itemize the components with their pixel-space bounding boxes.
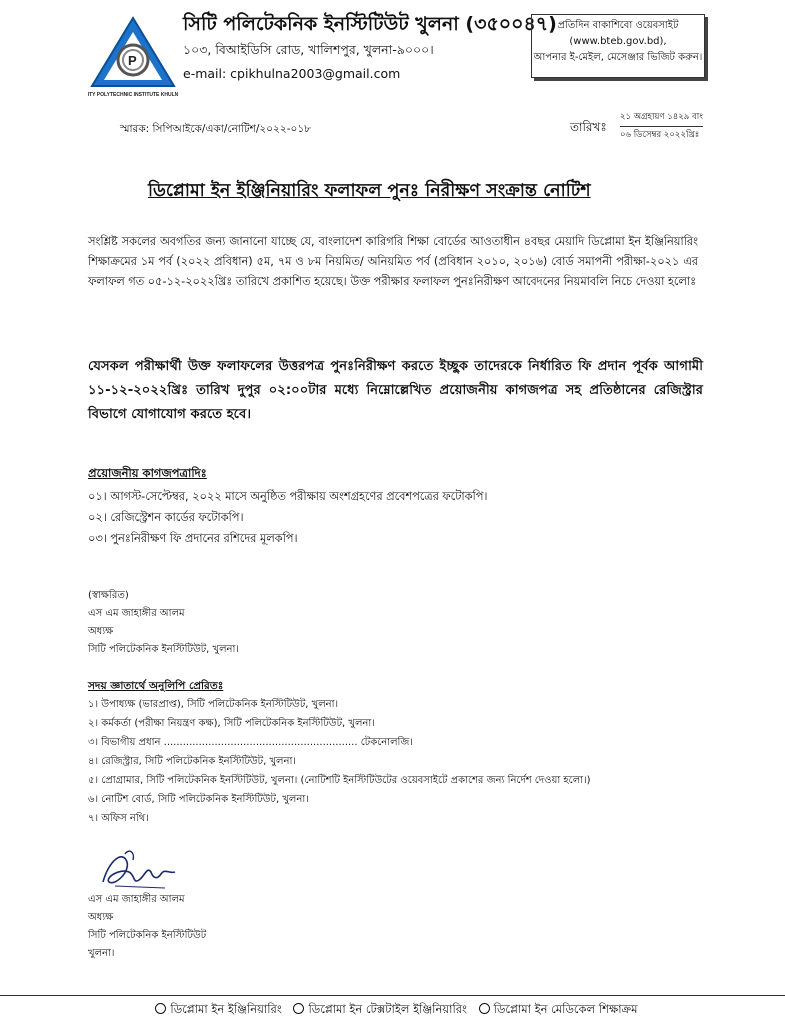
copy-item: ৬। নোটিশ বোর্ড, সিটি পলিটেকনিক ইনস্টিটিউট, খুলনা। (88, 794, 309, 805)
date-english: ০৬ ডিসেম্বর ২০২২খ্রিঃ (620, 130, 700, 140)
footer-divider (0, 995, 785, 996)
website-notice-box (531, 14, 705, 78)
copy-item: ৩। বিভাগীয় প্রধান ............................................................. টেকনোলজি। (88, 737, 413, 748)
footer-program: ডিপ্লোমা ইন টেক্সটাইল ইঞ্জিনিয়ারিং (308, 1002, 468, 1016)
document-item: ০২। রেজিস্ট্রেশন কার্ডের ফটোকপি। (88, 511, 244, 524)
document-item: ০৩। পুনঃনিরীক্ষণ ফি প্রদানের রশিদের মূলকপি। (88, 532, 298, 545)
memo-reference: স্মারক: সিপিআইকে/একা/নোটিশ/২০২২-০১৮ (120, 123, 311, 135)
signatory-designation: অধ্যক্ষ (88, 626, 114, 637)
signed-marker: (স্বাক্ষরিত) (88, 590, 129, 601)
institute-email: e-mail: cpikhulna2003@gmail.com (183, 66, 401, 81)
notice-intro: সংশ্লিষ্ট সকলের অবগতির জন্য জানানো যাচ্ছে যে, বাংলাদেশ কারিগরি শিক্ষা বোর্ডের আওতাধীন ৪বছর মেয়াদি ডিপ্লোমা ইন ইঞ্জিনিয়ারিং শিক্ষাক্রমের ১ম পর্ব (২০২২ প্রবিধান) ৫ম, ৭ম ও ৮ম নিয়মিত/ অনিয়মিত পর্ব (প্রবিধান ২০১০, ২০১৬) বোর্ড সমাপনী পরীক্ষা-২০২১ এর ফলাফল গত ০৫-১২-২০২২খ্রিঃ তারিখে প্রকাশিত হয়েছে। উক্ত পরীক্ষার ফলাফল পুনঃনিরীক্ষণ আবেদনের নিয়মাবলি নিচে দেওয়া হলোঃ (88, 235, 698, 288)
circle-bullet-icon (479, 1003, 490, 1014)
logo-caption: CITY POLYTECHNIC INSTITUTE KHULNA (88, 92, 178, 98)
copy-item: ৭। অফিস নথি। (88, 813, 149, 824)
signatory-city: খুলনা। (88, 948, 115, 959)
footer-program: ডিপ্লোমা ইন ইঞ্জিনিয়ারিং (170, 1002, 282, 1016)
website-line-2: (www.bteb.gov.bd), (569, 36, 667, 47)
website-line-1: প্রতিদিন বাকাশিবো ওয়েবসাইট (557, 20, 679, 31)
institute-address: ১০৩, বিআইডিসি রোড, খালিশপুর, খুলনা-৯০০০। (183, 42, 434, 57)
copy-item: ৪। রেজিস্ট্রার, সিটি পলিটেকনিক ইনস্টিটিউট, খুলনা। (88, 756, 296, 767)
date-bangla: ২১ অগ্রহায়ণ ১৪২৯ বাং (620, 110, 703, 127)
date-label: তারিখঃ (570, 120, 607, 134)
circle-bullet-icon (293, 1003, 304, 1014)
copy-item: ১। উপাধ্যক্ষ (ভারপ্রাপ্ত), সিটি পলিটেকনিক ইনস্টিটিউট, খুলনা। (88, 699, 339, 710)
document-item: ০১। আগস্ট-সেপ্টেম্বর, ২০২২ মাসে অনুষ্ঠিত পরীক্ষায় অংশগ্রহণের প্রবেশপত্রের ফটোকপি। (88, 490, 488, 503)
copy-item: ২। কর্মকর্তা (পরীক্ষা নিয়ন্ত্রণ কক্ষ), সিটি পলিটেকনিক ইনস্টিটিউট, খুলনা। (88, 718, 375, 729)
signatory-institute: সিটি পলিটেকনিক ইনস্টিটিউট (88, 930, 207, 941)
website-line-3: আপনার ই-মেইল, মেসেঞ্জার ভিজিট করুন। (533, 52, 703, 63)
footer-program: ডিপ্লোমা ইন মেডিকেল শিক্ষাক্রম (493, 1002, 638, 1016)
signatory-name: এস এম জাহাঙ্গীর আলম (88, 608, 185, 619)
footer-programs (0, 1001, 785, 1020)
institute-logo (88, 14, 178, 102)
handwritten-signature (95, 842, 185, 897)
institute-name: সিটি পলিটেকনিক ইনস্টিটিউট খুলনা (৩৫০০৪৭) (183, 13, 557, 35)
signatory-designation: অধ্যক্ষ (88, 912, 114, 923)
svg-text:P: P (128, 53, 137, 68)
notice-title: ডিপ্লোমা ইন ইঞ্জিনিয়ারিং ফলাফল পুনঃ নিরীক্ষণ সংক্রান্ত নোটিশ (148, 181, 591, 201)
copies-heading: সদয় জ্ঞাতার্থে অনুলিপি প্রেরিতঃ (88, 680, 224, 692)
copy-item: ৫। প্রোগ্রামার, সিটি পলিটেকনিক ইনস্টিটিউট, খুলনা। (নোটিশটি ইনস্টিটিউটের ওয়েবসাইটে প্রকাশের জন্য নির্দেশ দেওয়া হলো।) (88, 775, 591, 786)
signatory-name: এস এম জাহাঙ্গীর আলম (88, 894, 185, 905)
circle-bullet-icon (155, 1003, 166, 1014)
documents-heading: প্রয়োজনীয় কাগজপত্রাদিঃ (88, 466, 207, 480)
signatory-institute: সিটি পলিটেকনিক ইনস্টিটিউট, খুলনা। (88, 644, 239, 655)
notice-instruction: যেসকল পরীক্ষার্থী উক্ত ফলাফলের উত্তরপত্র পুনঃনিরীক্ষণ করতে ইচ্ছুক তাদেরকে নির্ধারিত ফি প্রদান পূর্বক আগামী ১১-১২-২০২২খ্রিঃ তারিখ দুপুর ০২:০০টার মধ্যে নিম্নোল্লেখিত প্রয়োজনীয় কাগজপত্র সহ প্রতিষ্ঠানের রেজিস্ট্রার বিভাগে যোগাযোগ করতে হবে। (88, 359, 703, 422)
